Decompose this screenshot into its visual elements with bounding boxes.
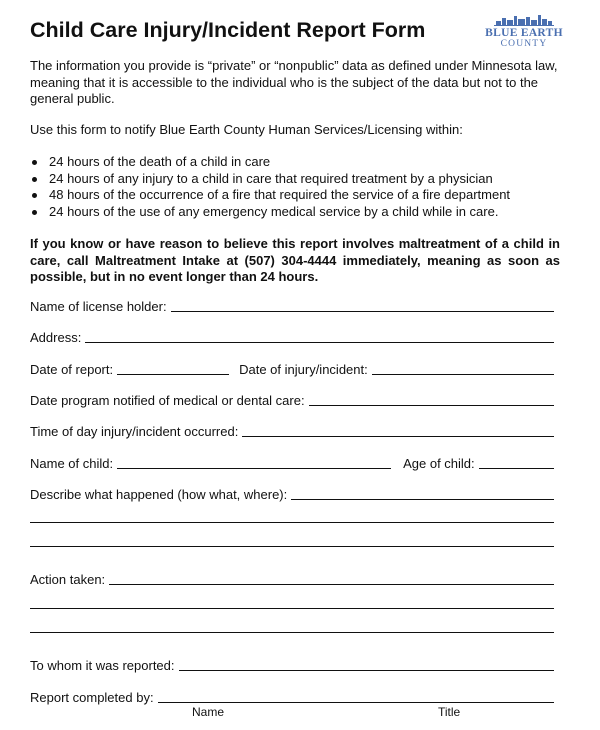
describe-label: Describe what happened (how what, where): [30,487,288,502]
form-title: Child Care Injury/Incident Report Form [30,18,426,42]
county-logo [484,14,564,54]
date-of-report-field[interactable] [117,374,229,375]
date-notified-label: Date program notified of medical or dental care: [30,393,305,408]
date-notified-row [30,391,554,409]
action-taken-label: Action taken: [30,572,106,587]
date-of-injury-label: Date of injury/incident: [239,362,368,377]
logo-line-2: COUNTY [500,39,548,49]
reported-to-label: To whom it was reported: [30,658,175,673]
name-of-child-label: Name of child: [30,456,114,471]
describe-extra-line[interactable] [30,546,554,547]
completed-by-label: Report completed by: [30,690,154,705]
completed-by-field[interactable] [158,702,554,703]
time-of-day-label: Time of day injury/incident occurred: [30,424,239,439]
child-row [30,454,554,472]
name-of-child-field[interactable] [117,468,391,469]
title-sublabel: Title [438,705,461,719]
action-taken-row [30,570,554,588]
dates-row [30,360,554,378]
privacy-paragraph: The information you provide is “private” or “nonpublic” data as defined under Minnesota law, meaning that it is accessible to the individual who is the subject of the data but not to the general public. [30,58,558,106]
notification-deadlines-list [30,154,570,220]
name-sublabel: Name [192,705,225,719]
reported-to-row [30,656,554,674]
date-notified-field[interactable] [309,405,554,406]
notify-paragraph: Use this form to notify Blue Earth County Human Services/Licensing within: [30,122,463,137]
list-item: 24 hours of the use of any emergency medical service by a child while in care. [30,204,570,221]
address-row [30,328,554,346]
list-item: 24 hours of any injury to a child in care that required treatment by a physician [30,171,570,188]
action-extra-line[interactable] [30,632,554,633]
reported-to-field[interactable] [179,670,554,671]
maltreatment-warning: If you know or have reason to believe this report involves maltreatment of a child in care, call Maltreatment Intake at (507) 304-4444 immediately, meaning as soon as possible, but in no event longer than 24 hours. [30,236,560,284]
completed-by-row [30,688,554,706]
date-of-report-label: Date of report: [30,362,114,377]
age-of-child-label: Age of child: [403,456,475,471]
action-extra-line[interactable] [30,608,554,609]
license-holder-row [30,297,554,315]
city-skyline-icon [494,14,554,26]
action-taken-field[interactable] [109,584,554,585]
address-label: Address: [30,330,82,345]
describe-row [30,485,554,503]
address-field[interactable] [85,342,554,343]
logo-line-1: BLUE EARTH [485,27,563,39]
describe-field[interactable] [291,499,554,500]
license-holder-label: Name of license holder: [30,299,167,314]
list-item: 48 hours of the occurrence of a fire that required the service of a fire department [30,187,570,204]
time-of-day-field[interactable] [242,436,554,437]
time-of-day-row [30,422,554,440]
license-holder-field[interactable] [171,311,554,312]
describe-extra-line[interactable] [30,522,554,523]
list-item: 24 hours of the death of a child in care [30,154,570,171]
age-of-child-field[interactable] [479,468,554,469]
date-of-injury-field[interactable] [372,374,554,375]
